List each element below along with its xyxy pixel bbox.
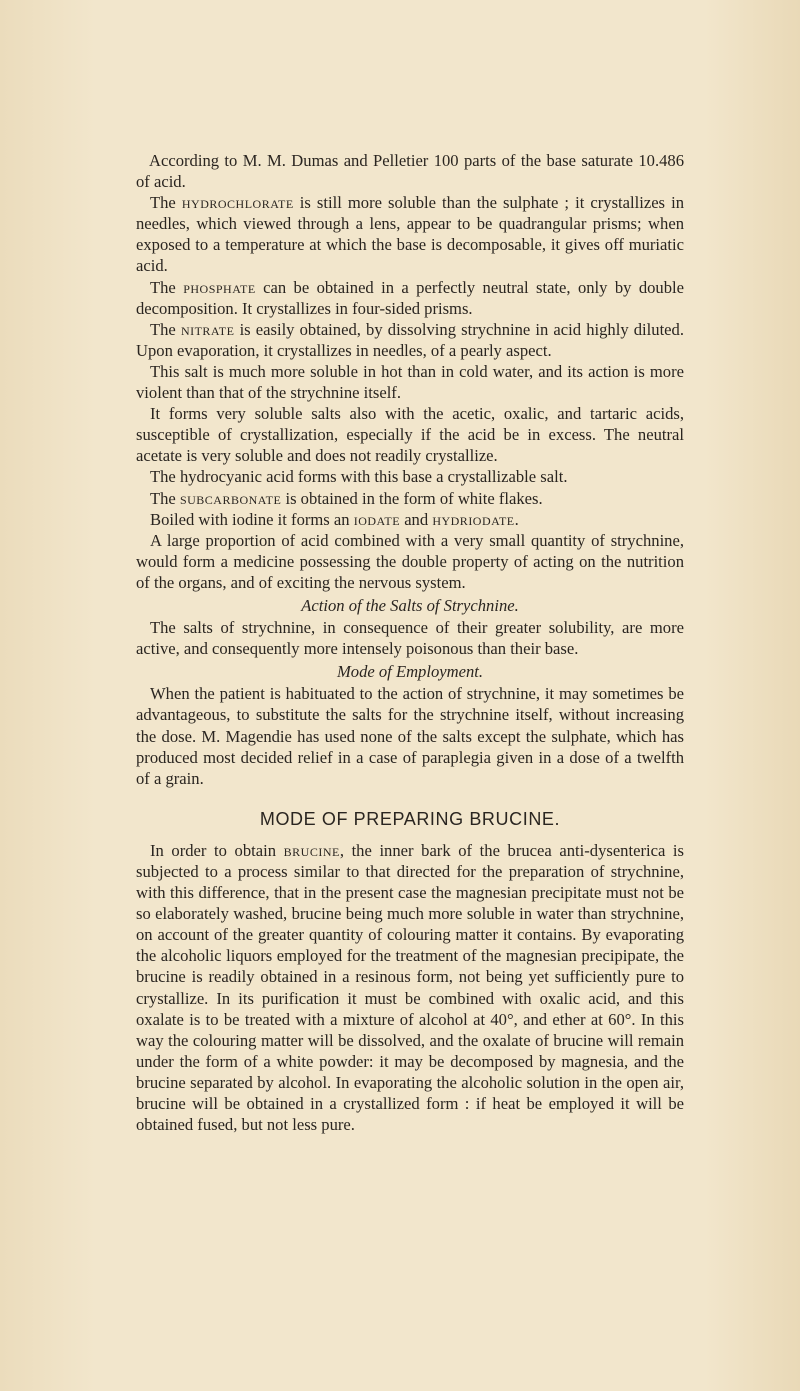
section-subheading: Action of the Salts of Strychnine. xyxy=(301,595,519,615)
text-run: is easily obtained, by dissolving strychnine in acid highly diluted. Upon evaporation, it crystallizes in needles, of a pearly aspect. xyxy=(136,319,684,360)
paragraph xyxy=(136,277,684,319)
text-run: The xyxy=(150,193,182,213)
term-nitrate: nitrate xyxy=(180,319,235,339)
section-heading: MODE OF PREPARING BRUCINE. xyxy=(259,808,561,829)
page-text xyxy=(136,150,684,1135)
paragraph xyxy=(136,192,684,276)
text-run: Boiled with iodine it forms an xyxy=(150,509,354,529)
term-brucine: brucine xyxy=(283,840,340,860)
text-run: is obtained in the form of white flakes. xyxy=(281,488,543,508)
paragraph: A large proportion of acid combined with a very small quantity of strychnine, would form a medicine possessing the double property of acting on the nutrition of the organs, and of exciting the nervous system. xyxy=(136,530,684,592)
section-subheading: Mode of Employment. xyxy=(336,662,484,682)
term-hydriodate: hydriodate xyxy=(432,509,515,529)
paragraph: The hydrocyanic acid forms with this base a crystallizable salt. xyxy=(150,467,568,487)
paragraph xyxy=(136,319,684,361)
term-phosphate: phosphate xyxy=(183,277,256,297)
text-run: . xyxy=(514,509,519,529)
text-run: and xyxy=(400,509,433,529)
paragraph: When the patient is habituated to the action of strychnine, it may sometimes be advantageous, to substitute the salts for the strychnine itself, without increasing the dose. M. Magendie has used none of the salts except the sulphate, which has produced most decided relief in a case of paraplegia given in a dose of a twelfth of a grain. xyxy=(136,684,684,788)
term-subcarbonate: subcarbonate xyxy=(179,488,282,508)
term-hydrochlorate: hydrochlorate xyxy=(181,193,294,213)
text-run: can be obtained in a perfectly neutral state, only by double decomposition. It crystallizes in four-sided prisms. xyxy=(136,277,684,318)
paragraph: It forms very soluble salts also with the acetic, oxalic, and tartaric acids, susceptible of crystallization, especially if the acid be in excess. The neutral acetate is very soluble and does not readily crystallize. xyxy=(136,404,684,466)
text-run: is still more soluble than the sulphate ; it crystallizes in needles, which viewed through a lens, appear to be quadrangular prisms; when exposed to a temperature at which the base is decomposable, it gives off muriatic acid. xyxy=(136,193,684,276)
paragraph xyxy=(136,840,684,1135)
paragraph: The salts of strychnine, in consequence of their greater solubility, are more active, and consequently more intensely poisonous than their base. xyxy=(136,618,684,659)
text-run: The xyxy=(150,277,184,297)
paragraph: This salt is much more soluble in hot than in cold water, and its action is more violent than that of the strychnine itself. xyxy=(136,361,684,403)
paragraph xyxy=(136,488,684,509)
text-run: , the inner bark of the brucea anti-dysenterica is subjected to a process similar to that directed for the preparation of strychnine, with this difference, that in the present case the magnesian precipitate must not be so elaborately washed, brucine being much more soluble in water than strychnine, on account of the greater quantity of colouring matter it contains. By evaporating the alcoholic liquors employed for the treatment of the magnesian precipipate, the brucine is readily obtained in a resinous form, not being yet sufficiently pure to crystallize. In its purification it must be combined with oxalic acid, and this oxalate is to be treated with a mixture of alcohol at 40°, and ether at 60°. In this way the colouring matter will be dissolved, and the oxalate of brucine will remain under the form of a white powder: it may be decomposed by magnesia, and the brucine separated by alcohol. In evaporating the alcoholic solution in the open air, brucine will be obtained in a crystallized form : if heat be employed it will be obtained fused, but not less pure. xyxy=(136,840,684,1135)
term-iodate: iodate xyxy=(353,509,401,529)
text-run: The xyxy=(150,319,181,339)
text-run: The xyxy=(150,488,180,508)
text-run: In order to obtain xyxy=(150,840,284,860)
paragraph xyxy=(136,509,684,530)
paragraph: According to M. M. Dumas and Pelletier 100 parts of the base saturate 10.486 of acid. xyxy=(136,151,684,192)
